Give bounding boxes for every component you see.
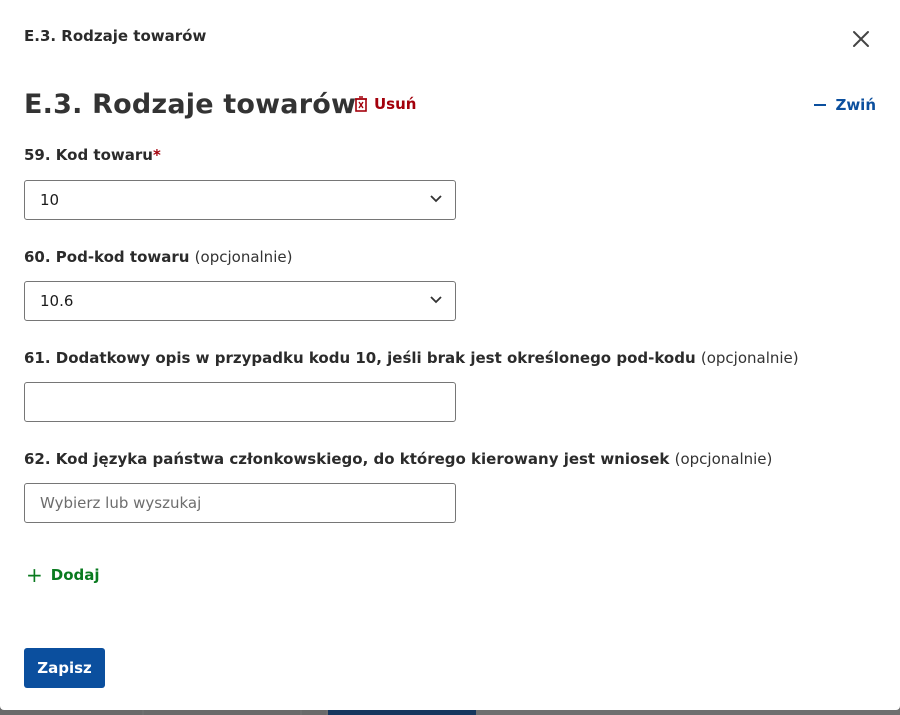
add-label: Dodaj [50, 566, 100, 584]
collapse-button[interactable] [814, 96, 876, 114]
required-mark: * [152, 146, 161, 164]
optional-hint: (opcjonalnie) [674, 450, 773, 468]
opis-input[interactable] [25, 383, 455, 421]
delete-label: Usuń [374, 95, 417, 113]
trash-icon [354, 96, 368, 112]
opis-label-text: 61. Dodatkowy opis w przypadku kodu 10, jeśli brak jest określonego pod-kodu [24, 349, 696, 367]
opis-input-wrapper [24, 382, 456, 422]
delete-button[interactable] [354, 95, 416, 113]
kod-jezyka-input[interactable] [25, 484, 455, 522]
optional-hint: (opcjonalnie) [700, 349, 799, 367]
close-icon [849, 27, 873, 51]
collapse-label: Zwiń [835, 96, 876, 114]
kod-jezyka-label [24, 450, 772, 468]
kod-jezyka-label-text: 62. Kod języka państwa członkowskiego, do którego kierowany jest wniosek [24, 450, 670, 468]
kod-towaru-select[interactable] [24, 180, 456, 220]
pod-kod-value: 10.6 [40, 292, 74, 310]
opis-label [24, 349, 799, 367]
close-button[interactable] [849, 27, 873, 51]
kod-towaru-label-text: 59. Kod towaru [24, 146, 153, 164]
chevron-down-icon [429, 295, 443, 305]
pod-kod-select[interactable] [24, 281, 456, 321]
plus-icon: + [26, 563, 43, 587]
kod-towaru-label [24, 146, 161, 164]
kod-jezyka-combobox [24, 483, 456, 523]
add-button[interactable] [26, 563, 100, 587]
modal-title: E.3. Rodzaje towarów [24, 27, 207, 45]
kod-towaru-value: 10 [40, 191, 60, 209]
section-title: E.3. Rodzaje towarów [24, 89, 357, 120]
minus-icon [814, 104, 826, 106]
chevron-down-icon [429, 194, 443, 204]
optional-hint: (opcjonalnie) [194, 248, 293, 266]
pod-kod-label [24, 248, 292, 266]
pod-kod-label-text: 60. Pod-kod towaru [24, 248, 190, 266]
save-button[interactable]: Zapisz [24, 648, 105, 688]
